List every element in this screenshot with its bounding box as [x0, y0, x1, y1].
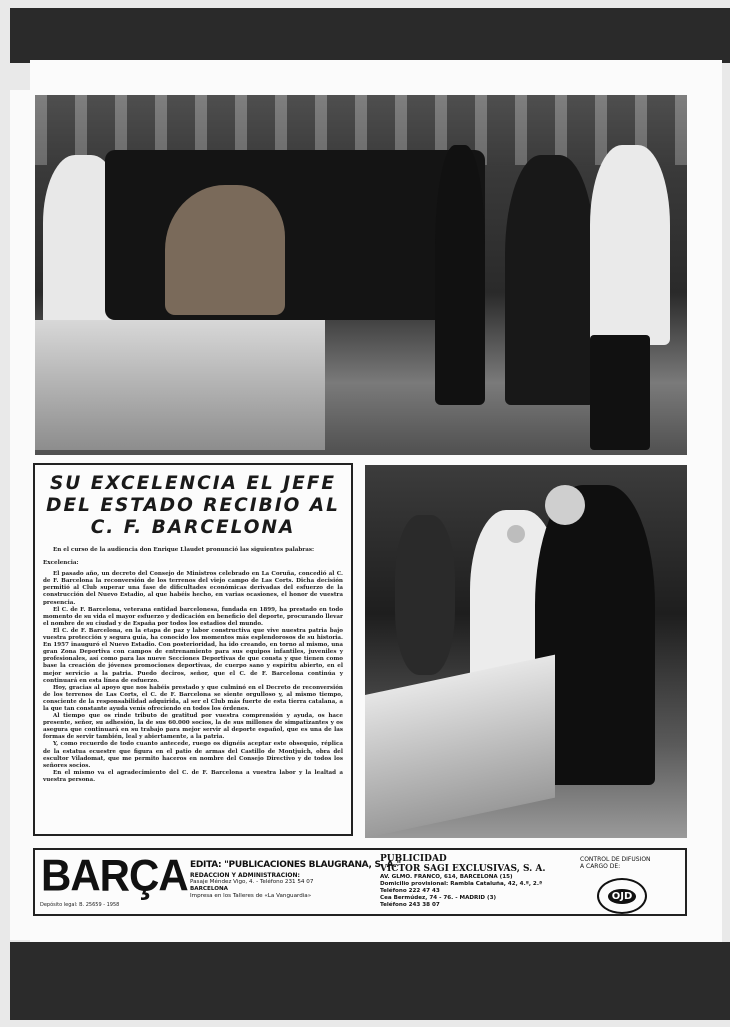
deposito-legal: Depósito legal: B. 25659 - 1958 — [40, 902, 120, 908]
ojd-seal-text: OJD — [608, 889, 637, 904]
masthead-footer — [33, 848, 687, 916]
publisher-address: Pasaje Méndez Vigo, 4. - Teléfono 231 54 07 — [190, 879, 314, 885]
publisher-info — [190, 860, 401, 900]
article-paragraph: Al tiempo que os rinde tributo de gratitud por vuestra comprensión y ayuda, os hace presente, señor, su adhesión, la de sus 60.000 socios, la de sus millones de simpatizantes y os asegura que continuará en su trabajo para mejor servir al deporte español, que es una de las formas de servir también, leal y abiertamente, a la patria. — [43, 713, 343, 741]
circulation-control — [580, 856, 651, 870]
barca-logo: BARÇA — [41, 850, 188, 901]
article-salutation: Excelencia: — [43, 560, 79, 567]
cargo-label: A CARGO DE: — [580, 863, 621, 870]
agency-address: AV. GLMO. FRANCO, 614, BARCELONA (15) — [380, 874, 513, 880]
article-intro: En el curso de la audiencia don Enrique Llaudet pronunció las siguientes palabras: — [53, 547, 315, 553]
agency-domicilio: Domicilio provisional: Rambla Cataluña, 42, 4.º, 2.ª — [380, 881, 543, 887]
scan-border-bottom — [10, 942, 730, 1020]
ojd-seal-icon — [597, 878, 647, 914]
redaccion-label: REDACCION Y ADMINISTRACION: — [190, 872, 300, 879]
publicidad-label: PUBLICIDAD — [380, 854, 447, 864]
publisher-city: BARCELONA — [190, 886, 228, 892]
article-paragraph: Y, como recuerdo de todo cuanto antecede, ruego os dignéis aceptar este obsequio, réplica de la estatua ecuestre que figura en el patio de armas del Castillo de Montjuich, obra del escultor Viladomat, que me permito haceros en nombre del Consejo Directivo y de todos los señores socios. — [43, 741, 343, 769]
article-paragraph: Hoy, gracias al apoyo que nos habéis prestado y que culminó en el Decreto de reconversión de los terrenos de Las Corts, el C. de F. Barcelona se siente orgulloso y, al mismo tiempo, consciente de la responsabilidad adquirida, al ser el Club más fuerte de esta tierra catalana, a la que tan constante ayuda venís ofreciendo en todos los órdenes. — [43, 684, 343, 712]
agency-name: VICTOR SAGI EXCLUSIVAS, S. A. — [380, 864, 546, 874]
agency-phone-madrid: Teléfono 243 38 07 — [380, 902, 440, 908]
article-box — [33, 463, 353, 836]
newspaper-page — [30, 60, 722, 945]
publisher-name: EDITA: "PUBLICACIONES BLAUGRANA, S. A." — [190, 860, 401, 870]
control-label: CONTROL DE DIFUSION — [580, 856, 651, 863]
agency-madrid: Cea Bermúdez, 74 - 76. - MADRID (3) — [380, 895, 497, 901]
printer-info: Impresa en los Talleres de «La Vanguardia» — [190, 893, 312, 899]
article-body — [43, 547, 343, 784]
agency-phone: Teléfono 222 47 43 — [380, 888, 440, 894]
photo-statue-presentation — [365, 465, 687, 838]
article-paragraph: El C. de F. Barcelona, veterana entidad barcelonesa, fundada en 1899, ha prestado en todo momento de su vida el mayor esfuerzo y dedicación en beneficio del deporte, procurando llevar el nombre de su ciudad y de España por todos los estadios del mundo. — [43, 606, 343, 627]
scan-border-top — [10, 8, 730, 63]
article-paragraph: En el mismo va el agradecimiento del C. de F. Barcelona a vuestra labor y la lealtad a vuestra persona. — [43, 769, 343, 783]
scan-border-left — [10, 90, 32, 940]
article-paragraph: El pasado año, un decreto del Consejo de Ministros celebrado en La Coruña, concedió al C. de F. Barcelona la reconversión de los terrenos del viejo campo de Las Corts. Dicha decisión permitió al Club superar una fase de dificultades económicas derivadas del esfuerzo de la construcción del Nuevo Estadio, al que habéis hecho, en varias ocasiones, el honor de vuestra presencia. — [43, 571, 343, 606]
photo-audience-ceremony — [35, 95, 687, 455]
article-paragraph: El C. de F. Barcelona, en la etapa de paz y labor constructiva que vive nuestra patria bajo vuestra protección y segura guía, ha conocido los momentos más esplendorosos de su historia. En 1957 inauguró el Nuevo Estadio. Con posterioridad, ha ido creando, en torno al mismo, una gran Zona Deportiva con campos de entrenamiento para sus equipos infantiles, juveniles y profesionales, así como para las nueve Secciones Deportivas de que consta y que tienen como base la creación de jóvenes promociones deportivas, de cuerpo sano y espíritu abierto, en el mejor servicio a la patria. Puedo deciros, señor, que el C. de F. Barcelona continúa y continuará en esta línea de esfuerzo. — [43, 627, 343, 684]
advertising-info — [380, 854, 546, 909]
article-headline: SU EXCELENCIA EL JEFE DEL ESTADO RECIBIO AL C. F. BARCELONA — [46, 473, 340, 538]
